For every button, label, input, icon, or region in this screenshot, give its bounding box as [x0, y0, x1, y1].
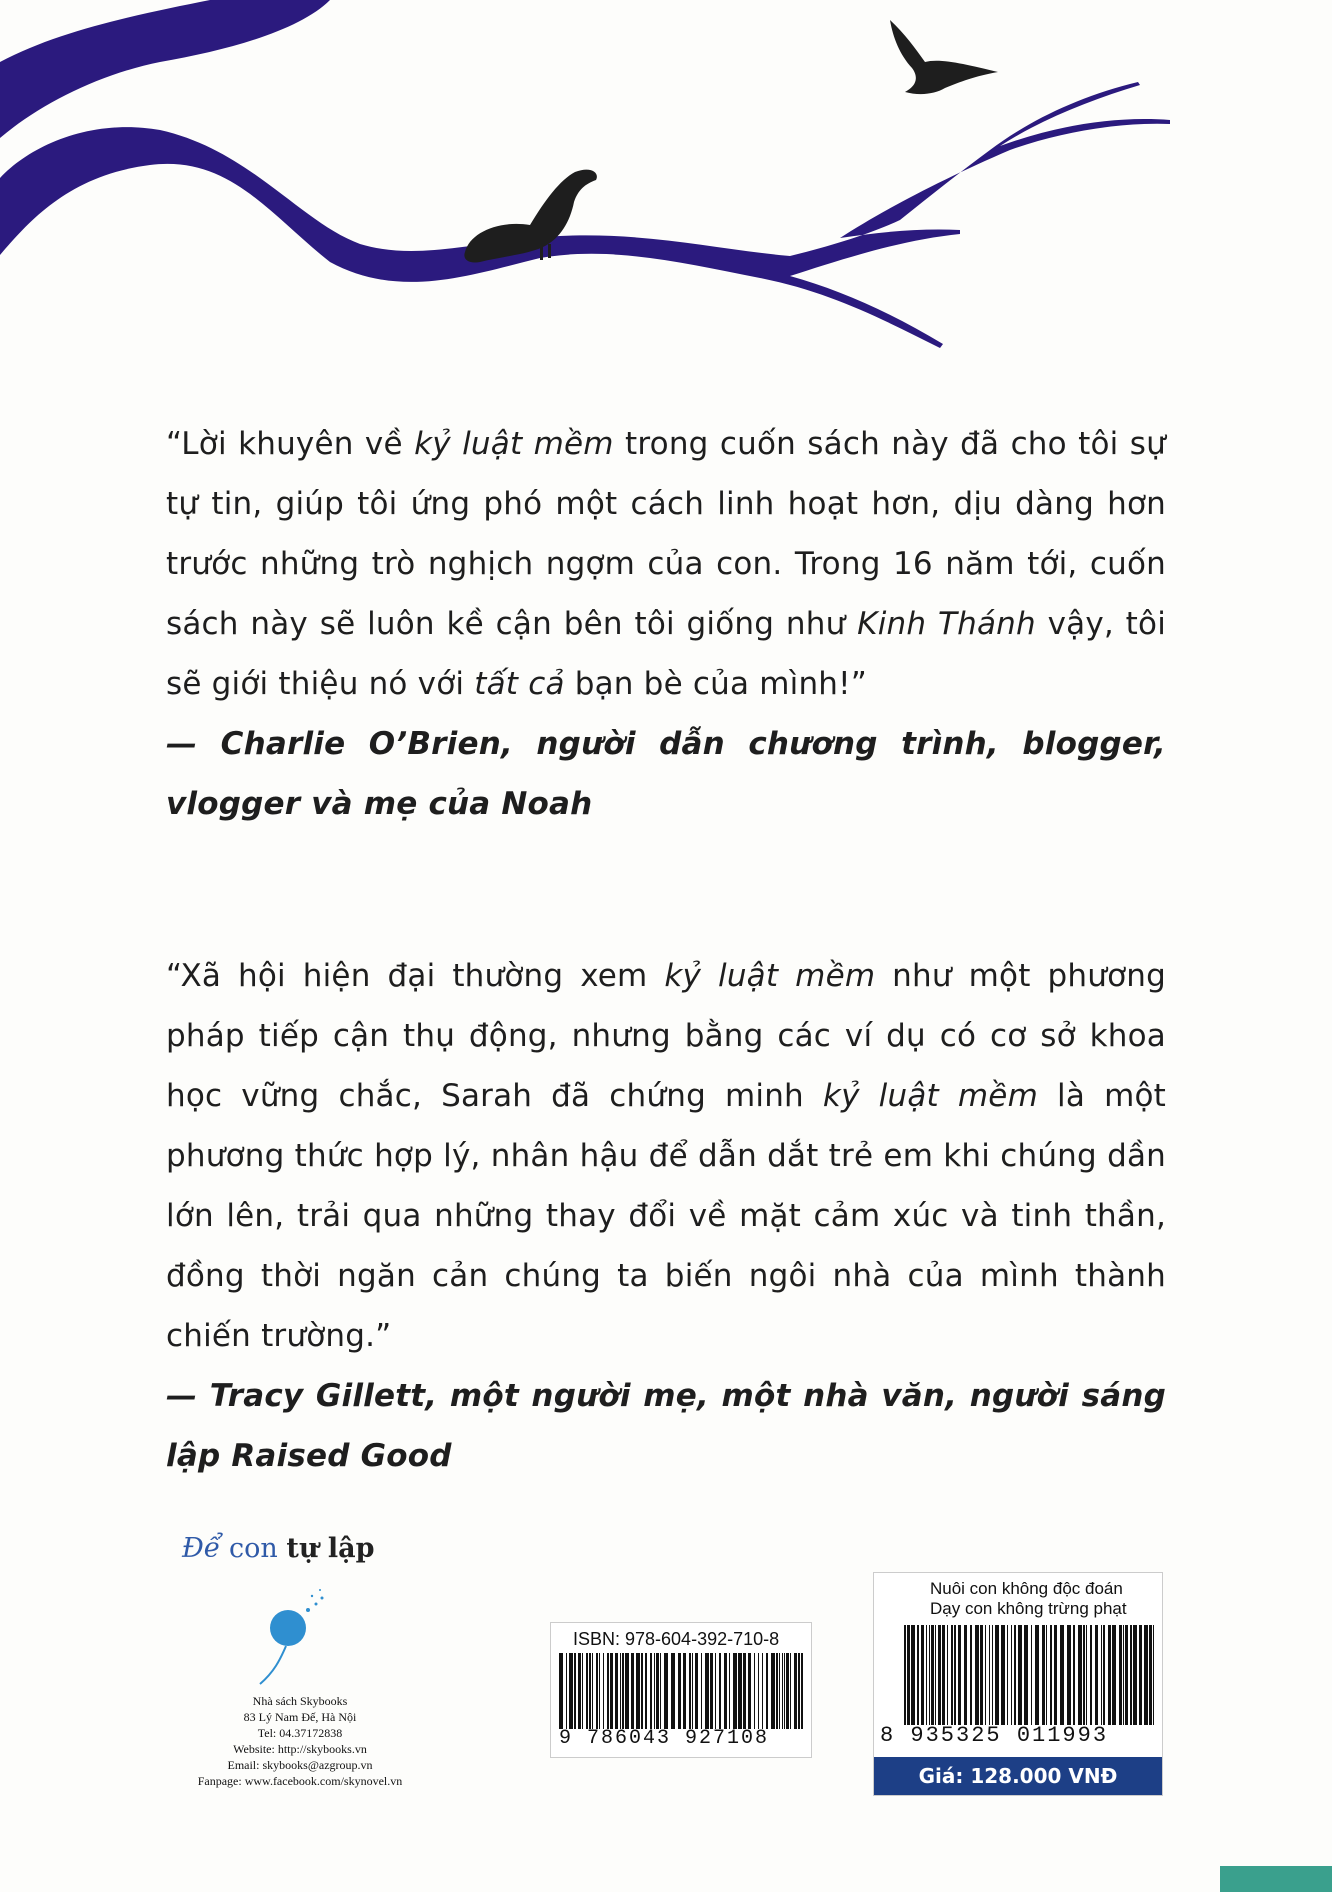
barcode-bar: [636, 1653, 640, 1729]
barcode-bar: [1073, 1625, 1075, 1725]
sticker-title-line-1: Nuôi con không độc đoán: [930, 1579, 1123, 1598]
barcode-bar: [1011, 1625, 1012, 1725]
publisher-info: [150, 1693, 450, 1789]
barcode-bar: [1108, 1625, 1111, 1725]
barcode-bar: [574, 1653, 576, 1729]
barcode-bar: [985, 1625, 986, 1725]
barcode-bar: [938, 1625, 941, 1725]
barcode-bar: [692, 1653, 693, 1729]
corner-color-mark: [1220, 1866, 1332, 1892]
barcode-bar: [1125, 1625, 1128, 1725]
barcode-bar: [559, 1653, 563, 1729]
quote-attribution: — Charlie O’Brien, người dẫn chương trình, blogger, vlogger và mẹ của Noah: [166, 726, 1166, 822]
barcode-bar: [975, 1625, 979, 1725]
barcode-bar: [1054, 1625, 1057, 1725]
barcode-bar: [592, 1653, 593, 1729]
barcode-bar: [683, 1653, 686, 1729]
barcode-bar: [784, 1653, 785, 1729]
barcode-bar: [921, 1625, 924, 1725]
barcode-bar: [911, 1625, 915, 1725]
emphasis: tất cả: [474, 666, 565, 702]
publisher-address: 83 Lý Nam Đế, Hà Nội: [243, 1710, 357, 1724]
barcode-bar: [1060, 1625, 1064, 1725]
balloon-logo-icon: [250, 1580, 340, 1690]
emphasis: kỷ luật mềm: [414, 426, 614, 462]
series-logo: Để con tự lập: [182, 1533, 375, 1564]
barcode-bar: [798, 1653, 800, 1729]
testimonial-quote-1: [166, 414, 1166, 834]
barcode-bar: [980, 1625, 983, 1725]
barcode-bar: [1046, 1625, 1047, 1725]
barcode-bar: [958, 1625, 961, 1725]
publisher-fanpage: Fanpage: www.facebook.com/skynovel.vn: [197, 1774, 403, 1788]
barcode-bar: [794, 1653, 797, 1729]
emphasis: kỷ luật mềm: [822, 1078, 1038, 1114]
barcode-bar: [715, 1653, 716, 1729]
quote-body: “Xã hội hiện đại thường xem kỷ luật mềm như một phương pháp tiếp cận thụ động, nhưng bằng các ví dụ có cơ sở khoa học vững chắc, Sarah đã chứng minh kỷ luật mềm là một phương thức hợp lý, nhân hậu để dẫn dắt trẻ em khi chúng dần lớn lên, trải qua những thay đổi về mặt cảm xúc và tinh thần, đồng thời ngăn cản chúng ta biến ngôi nhà của mình thành chiến trường.”: [166, 958, 1166, 1354]
price-label: Giá: 128.000 VNĐ: [874, 1757, 1162, 1795]
barcode-bar: [1153, 1625, 1154, 1725]
barcode-bar: [654, 1653, 655, 1729]
testimonial-quote-2: [166, 946, 1166, 1486]
barcode-bar: [1031, 1625, 1032, 1725]
barcode-bar: [766, 1653, 768, 1729]
barcode-bar: [1119, 1625, 1122, 1725]
barcode-bar: [1095, 1625, 1098, 1725]
barcode-bar: [569, 1653, 573, 1729]
barcode-bar: [671, 1653, 675, 1729]
barcode-bar: [1130, 1625, 1132, 1725]
emphasis: Kinh Thánh: [857, 606, 1036, 642]
emphasis: kỷ luật mềm: [664, 958, 876, 994]
barcode-bar: [729, 1653, 730, 1729]
price-sticker: [873, 1572, 1163, 1796]
barcode-bar: [1024, 1625, 1028, 1725]
quote-body: “Lời khuyên về kỷ luật mềm trong cuốn sách này đã cho tôi sự tự tin, giúp tôi ứng phó một cách linh hoạt hơn, dịu dàng hơn trước những trò nghịch ngợm của con. Trong 16 năm tới, cuốn sách này sẽ luôn kề cận bên tôi giống như Kinh Thánh vậy, tôi sẽ giới thiệu nó với tất cả bạn bè của mình!”: [166, 426, 1167, 702]
barcode-bar: [1018, 1625, 1022, 1725]
barcode-bar: [929, 1625, 930, 1725]
barcode-bar: [926, 1625, 927, 1725]
barcode-bar: [656, 1653, 659, 1729]
barcode-bar: [1090, 1625, 1092, 1725]
barcode-bar: [942, 1625, 945, 1725]
barcode-bar: [622, 1653, 624, 1729]
barcode-bar: [1078, 1625, 1082, 1725]
barcode-bar: [578, 1653, 581, 1729]
barcode-bar: [1139, 1625, 1142, 1725]
cover-illustration: [0, 0, 1332, 380]
barcode-bar: [1083, 1625, 1085, 1725]
barcode-bar: [719, 1653, 721, 1729]
barcode-bar: [907, 1625, 910, 1725]
barcode-bar: [951, 1625, 953, 1725]
barcode-bar: [589, 1653, 591, 1729]
barcode-bar: [1007, 1625, 1008, 1725]
barcode-bar: [603, 1653, 604, 1729]
barcode-bar: [954, 1625, 956, 1725]
barcode-bar: [733, 1653, 737, 1729]
isbn-label: ISBN: 978-604-392-710-8: [573, 1629, 780, 1649]
barcode-bar: [758, 1653, 759, 1729]
barcode-bar: [1101, 1625, 1102, 1725]
barcode-bar: [995, 1625, 999, 1725]
barcode-bar: [1001, 1625, 1005, 1725]
barcode-bar: [610, 1653, 613, 1729]
barcode-bar: [641, 1653, 643, 1729]
barcode-bar: [779, 1653, 780, 1729]
barcode-bar: [790, 1653, 791, 1729]
barcode-bar: [586, 1653, 588, 1729]
barcode-bar: [1035, 1625, 1039, 1725]
barcode-bar: [1103, 1625, 1105, 1725]
barcode-bar: [801, 1653, 803, 1729]
barcode-bar: [664, 1653, 668, 1729]
isbn-barcode-icon: [559, 1653, 803, 1729]
barcode-bar: [701, 1653, 702, 1729]
barcode-bar: [1050, 1625, 1052, 1725]
barcode-bar: [904, 1625, 906, 1725]
barcode-bar: [1149, 1625, 1152, 1725]
barcode-bar: [762, 1653, 763, 1729]
price-barcode-icon: [904, 1625, 1156, 1725]
barcode-bar: [786, 1653, 789, 1729]
barcode-bar: [710, 1653, 713, 1729]
publisher-tel: Tel: 04.37172838: [257, 1726, 343, 1740]
barcode-bar: [645, 1653, 647, 1729]
barcode-bar: [1133, 1625, 1137, 1725]
isbn-barcode-block: [550, 1622, 812, 1758]
barcode-bar: [992, 1625, 993, 1725]
barcode-bar: [917, 1625, 919, 1725]
quote-attribution: — Tracy Gillett, một người mẹ, một nhà văn, người sáng lập Raised Good: [166, 1378, 1166, 1474]
barcode-bar: [947, 1625, 948, 1725]
barcode-bar: [782, 1653, 783, 1729]
barcode-bar: [631, 1653, 634, 1729]
barcode-bar: [743, 1653, 746, 1729]
barcode-bar: [689, 1653, 691, 1729]
barcode-bar: [582, 1653, 583, 1729]
barcode-bar: [738, 1653, 742, 1729]
barcode-bar: [678, 1653, 681, 1729]
price-barcode-digits: 8 935325 011993: [880, 1723, 1109, 1748]
barcode-bar: [566, 1653, 567, 1729]
branch-top: [0, 0, 330, 138]
barcode-bar: [625, 1653, 629, 1729]
isbn-digits: 9 786043 927108: [559, 1727, 770, 1750]
barcode-bar: [989, 1625, 990, 1725]
barcode-bar: [931, 1625, 934, 1725]
barcode-bar: [596, 1653, 598, 1729]
publisher-name: Nhà sách Skybooks: [252, 1694, 348, 1708]
publisher-website: Website: http://skybooks.vn: [233, 1742, 367, 1756]
barcode-bar: [776, 1653, 778, 1729]
barcode-bar: [615, 1653, 618, 1729]
publisher-email: Email: skybooks@azgroup.vn: [227, 1758, 373, 1772]
sticker-title-line-2: Dạy con không trừng phạt: [930, 1599, 1127, 1618]
barcode-bar: [1123, 1625, 1124, 1725]
barcode-bar: [771, 1653, 775, 1729]
barcode-bar: [964, 1625, 967, 1725]
barcode-bar: [695, 1653, 698, 1729]
barcode-bar: [754, 1653, 755, 1729]
barcode-bar: [650, 1653, 652, 1729]
barcode-bar: [724, 1653, 727, 1729]
barcode-bar: [748, 1653, 751, 1729]
barcode-bar: [1112, 1625, 1116, 1725]
barcode-bar: [599, 1653, 600, 1729]
barcode-bar: [1042, 1625, 1045, 1725]
barcode-bar: [607, 1653, 609, 1729]
barcode-bar: [935, 1625, 936, 1725]
barcode-bar: [620, 1653, 621, 1729]
barcode-bar: [1014, 1625, 1016, 1725]
barcode-bar: [705, 1653, 709, 1729]
barcode-bar: [1067, 1625, 1071, 1725]
barcode-bar: [1144, 1625, 1148, 1725]
barcode-bar: [660, 1653, 661, 1729]
bird-flying-icon: [890, 20, 998, 94]
barcode-bar: [970, 1625, 972, 1725]
barcode-bar: [1086, 1625, 1087, 1725]
branch-main: [0, 82, 1170, 348]
